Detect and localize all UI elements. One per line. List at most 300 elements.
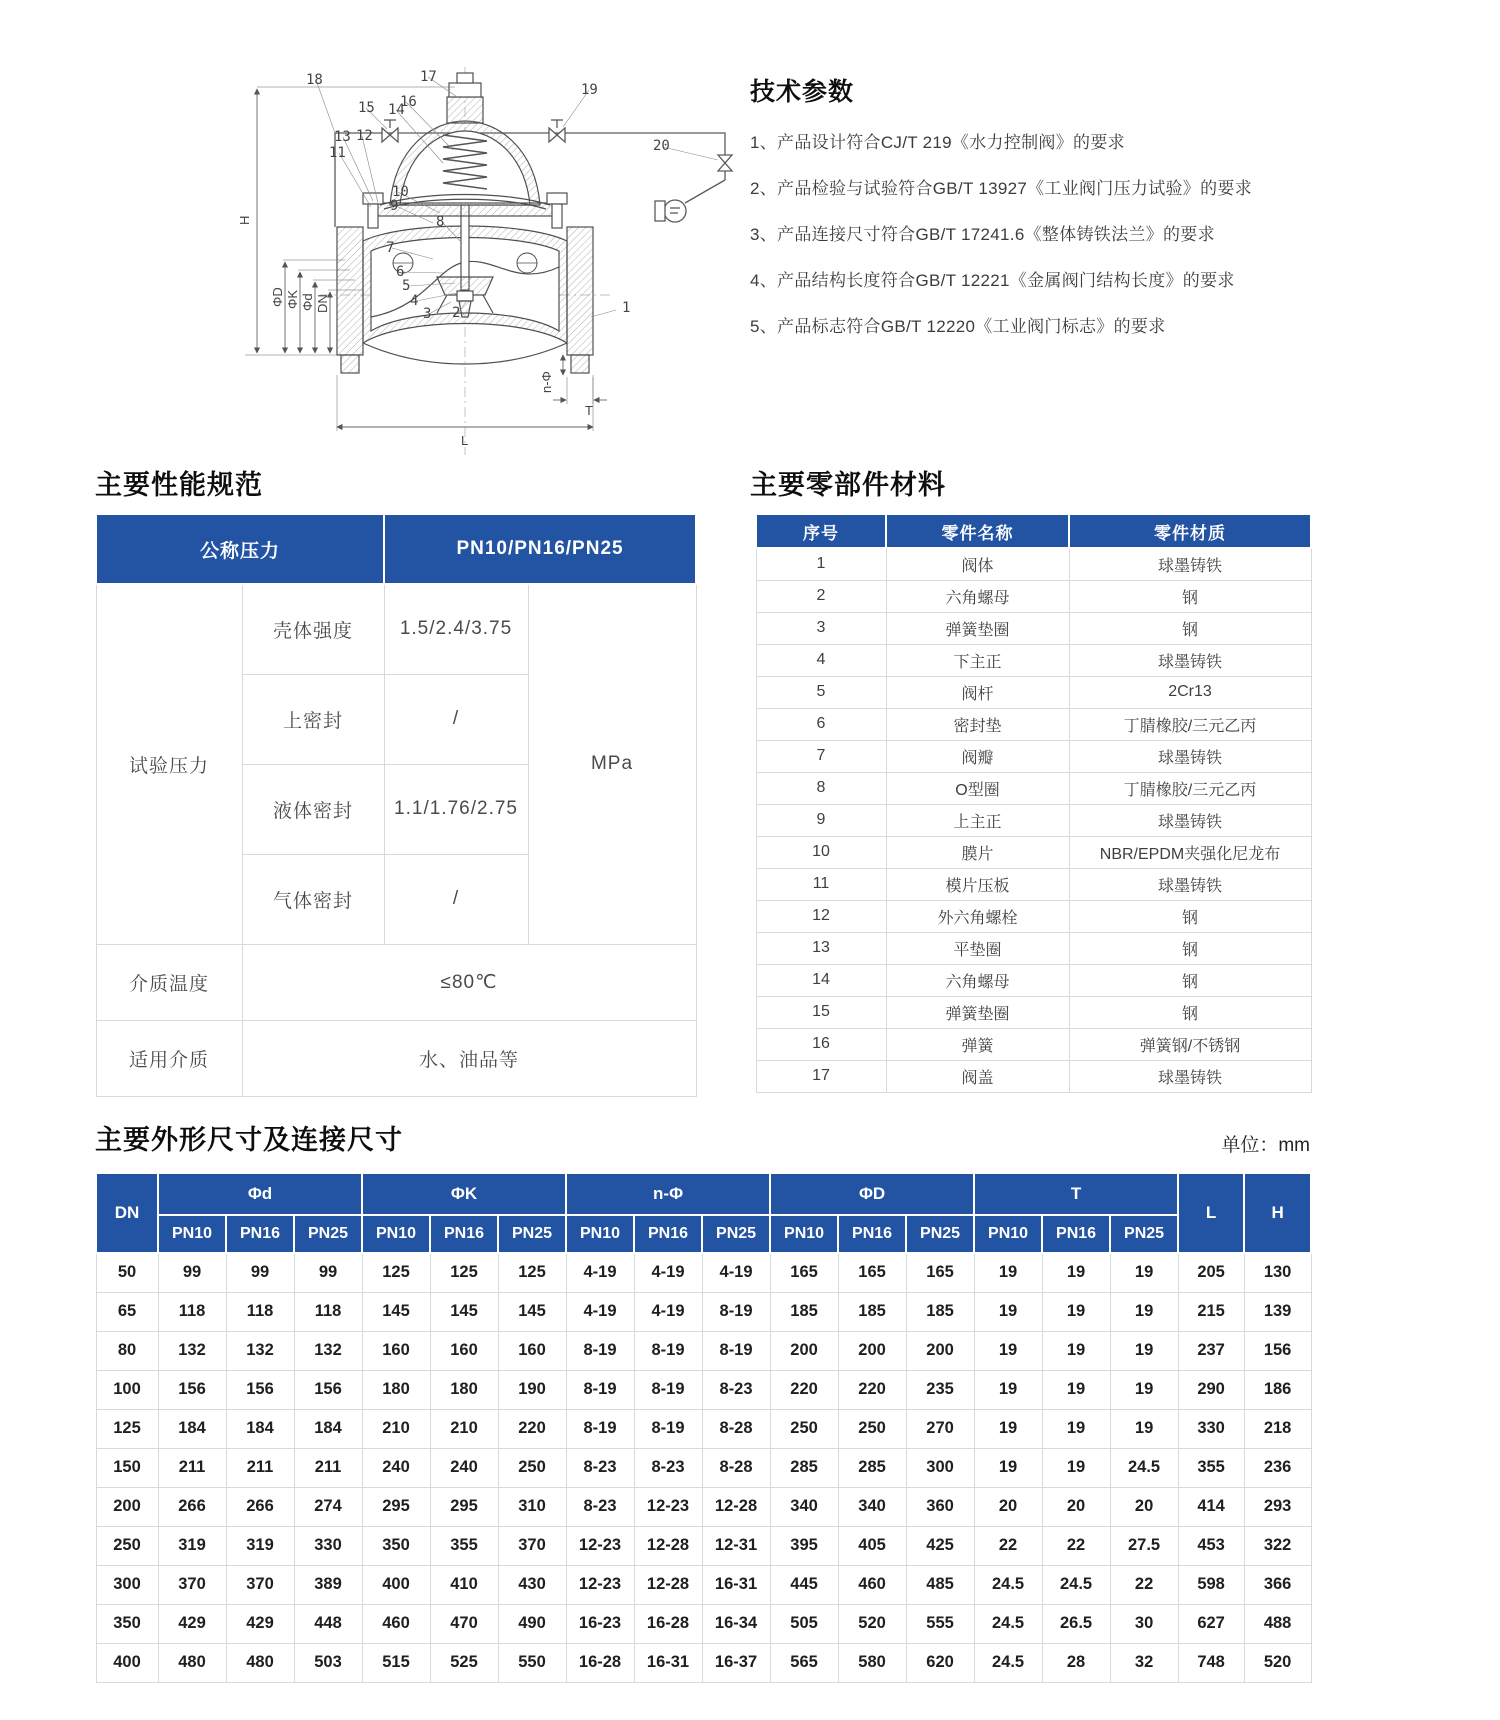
pn-rating-header: PN10/PN16/PN25: [384, 514, 696, 584]
part-material-cell: 钢: [1069, 612, 1311, 644]
dim-cell: 156: [226, 1370, 294, 1409]
part-number-cell: 4: [756, 644, 886, 676]
dim-cell: 185: [838, 1292, 906, 1331]
dim-cell: 8-19: [566, 1370, 634, 1409]
dimensions-table: [95, 1172, 1312, 1683]
dim-cell: 285: [838, 1448, 906, 1487]
tech-params-section: [750, 72, 1350, 358]
gas-seal-value: /: [384, 854, 528, 944]
dim-cell: 550: [498, 1643, 566, 1682]
tech-params-list: [750, 128, 1350, 337]
h-cell: 130: [1244, 1253, 1311, 1292]
dim-cell: 165: [770, 1253, 838, 1292]
part-number-cell: 5: [756, 676, 886, 708]
dimension-label-l: L: [461, 433, 469, 448]
part-name-cell: 外六角螺栓: [886, 900, 1069, 932]
materials-table: [755, 513, 1312, 1093]
dim-cell: 340: [838, 1487, 906, 1526]
materials-row: [756, 868, 1311, 900]
dim-cell: 240: [362, 1448, 430, 1487]
part-name-cell: 阀盖: [886, 1060, 1069, 1092]
unit-label: 单位：mm: [1221, 1135, 1310, 1156]
dim-cell: 220: [498, 1409, 566, 1448]
dim-cell: 4-19: [634, 1292, 702, 1331]
performance-title: 主要性能规范: [95, 470, 263, 500]
gas-seal-label: 气体密封: [242, 854, 384, 944]
dim-cell: 12-23: [566, 1565, 634, 1604]
l-cell: 748: [1178, 1643, 1244, 1682]
dim-cell: 520: [838, 1604, 906, 1643]
dim-cell: 340: [770, 1487, 838, 1526]
dim-cell: 118: [158, 1292, 226, 1331]
dim-cell: 125: [430, 1253, 498, 1292]
dim-cell: 24.5: [1110, 1448, 1178, 1487]
pn-subheader: PN16: [634, 1215, 702, 1253]
dim-cell: 370: [498, 1526, 566, 1565]
dim-cell: 24.5: [974, 1565, 1042, 1604]
diagram-callout-4: 4: [410, 293, 419, 309]
tech-param-item: 1、产品设计符合CJ/T 219《水力控制阀》的要求: [750, 133, 1125, 152]
dim-cell: 145: [498, 1292, 566, 1331]
pn-subheader: PN16: [1042, 1215, 1110, 1253]
col-header-l: L: [1178, 1173, 1244, 1253]
dim-cell: 460: [838, 1565, 906, 1604]
dim-cell: 99: [158, 1253, 226, 1292]
part-number-cell: 7: [756, 740, 886, 772]
dim-cell: 8-19: [634, 1331, 702, 1370]
col-header-h: H: [1244, 1173, 1311, 1253]
group-header-phik: ΦK: [362, 1173, 566, 1215]
valve-drawing: [185, 55, 745, 470]
pressure-unit: MPa: [528, 584, 696, 944]
part-material-cell: NBR/EPDM夹强化尼龙布: [1069, 836, 1311, 868]
part-number-cell: 3: [756, 612, 886, 644]
pn-subheader: PN10: [770, 1215, 838, 1253]
dim-cell: 355: [430, 1526, 498, 1565]
col-header-part-name: 零件名称: [886, 514, 1069, 548]
materials-title: 主要零部件材料: [750, 470, 946, 500]
part-name-cell: O型圈: [886, 772, 1069, 804]
dim-cell: 310: [498, 1487, 566, 1526]
l-cell: 237: [1178, 1331, 1244, 1370]
dim-cell: 220: [770, 1370, 838, 1409]
part-number-cell: 10: [756, 836, 886, 868]
dim-cell: 118: [294, 1292, 362, 1331]
dim-cell: 425: [906, 1526, 974, 1565]
dim-cell: 20: [1042, 1487, 1110, 1526]
tech-params-title: 技术参数: [750, 78, 855, 106]
dim-cell: 8-23: [702, 1370, 770, 1409]
materials-row: [756, 996, 1311, 1028]
dim-cell: 470: [430, 1604, 498, 1643]
dim-cell: 460: [362, 1604, 430, 1643]
part-number-cell: 14: [756, 964, 886, 996]
h-cell: 139: [1244, 1292, 1311, 1331]
part-name-cell: 模片压板: [886, 868, 1069, 900]
dim-cell: 16-31: [702, 1565, 770, 1604]
dimensions-row: [96, 1487, 1311, 1526]
dim-cell: 400: [362, 1565, 430, 1604]
materials-row: [756, 676, 1311, 708]
dim-cell: 19: [1042, 1331, 1110, 1370]
valve-diagram: [185, 55, 745, 470]
diagram-callout-10: 10: [392, 184, 409, 200]
part-material-cell: 钢: [1069, 580, 1311, 612]
diagram-callout-1: 1: [622, 300, 631, 316]
part-name-cell: 弹簧垫圈: [886, 996, 1069, 1028]
dim-cell: 184: [294, 1409, 362, 1448]
dim-cell: 266: [158, 1487, 226, 1526]
diagram-callout-14: 14: [388, 102, 405, 118]
applicable-medium-value: 水、油品等: [242, 1020, 696, 1096]
dn-cell: 50: [96, 1253, 158, 1292]
dim-cell: 16-28: [566, 1643, 634, 1682]
materials-row: [756, 612, 1311, 644]
dn-cell: 100: [96, 1370, 158, 1409]
materials-row: [756, 644, 1311, 676]
dim-cell: 485: [906, 1565, 974, 1604]
tech-param-item: 5、产品标志符合GB/T 12220《工业阀门标志》的要求: [750, 317, 1166, 336]
dim-cell: 19: [974, 1409, 1042, 1448]
dim-cell: 24.5: [1042, 1565, 1110, 1604]
dim-cell: 525: [430, 1643, 498, 1682]
materials-row: [756, 548, 1311, 580]
h-cell: 366: [1244, 1565, 1311, 1604]
pn-subheader: PN25: [906, 1215, 974, 1253]
dn-cell: 125: [96, 1409, 158, 1448]
dim-cell: 250: [770, 1409, 838, 1448]
dimension-label-dn: DN: [315, 294, 330, 313]
dimension-label-n_phi: n-Φ: [539, 371, 554, 393]
diagram-callout-12: 12: [356, 128, 373, 144]
part-name-cell: 平垫圈: [886, 932, 1069, 964]
dim-cell: 19: [1110, 1292, 1178, 1331]
dim-cell: 185: [906, 1292, 974, 1331]
dim-cell: 370: [226, 1565, 294, 1604]
part-number-cell: 16: [756, 1028, 886, 1060]
dim-cell: 250: [838, 1409, 906, 1448]
dim-cell: 160: [362, 1331, 430, 1370]
dim-cell: 503: [294, 1643, 362, 1682]
col-header-part-material: 零件材质: [1069, 514, 1311, 548]
performance-table: [95, 513, 697, 1097]
dim-cell: 8-28: [702, 1448, 770, 1487]
dimensions-row: [96, 1292, 1311, 1331]
dim-cell: 405: [838, 1526, 906, 1565]
group-header-t: T: [974, 1173, 1178, 1215]
liquid-seal-value: 1.1/1.76/2.75: [384, 764, 528, 854]
materials-row: [756, 1060, 1311, 1092]
applicable-medium-label: 适用介质: [96, 1020, 242, 1096]
group-header-nphi: n-Φ: [566, 1173, 770, 1215]
dim-cell: 300: [906, 1448, 974, 1487]
dn-cell: 200: [96, 1487, 158, 1526]
part-material-cell: 球墨铸铁: [1069, 740, 1311, 772]
materials-row: [756, 900, 1311, 932]
dim-cell: 211: [158, 1448, 226, 1487]
dim-cell: 30: [1110, 1604, 1178, 1643]
dim-cell: 19: [1110, 1409, 1178, 1448]
dim-cell: 20: [974, 1487, 1042, 1526]
dim-cell: 180: [430, 1370, 498, 1409]
dim-cell: 430: [498, 1565, 566, 1604]
dimensions-row: [96, 1409, 1311, 1448]
dim-cell: 185: [770, 1292, 838, 1331]
dim-cell: 28: [1042, 1643, 1110, 1682]
dim-cell: 19: [1110, 1253, 1178, 1292]
dim-cell: 160: [430, 1331, 498, 1370]
dim-cell: 12-23: [566, 1526, 634, 1565]
dimensions-row: [96, 1448, 1311, 1487]
dim-cell: 99: [294, 1253, 362, 1292]
dim-cell: 24.5: [974, 1643, 1042, 1682]
dn-cell: 65: [96, 1292, 158, 1331]
dim-cell: 16-37: [702, 1643, 770, 1682]
diagram-callout-18: 18: [306, 72, 323, 88]
part-name-cell: 弹簧: [886, 1028, 1069, 1060]
part-material-cell: 弹簧钢/不锈钢: [1069, 1028, 1311, 1060]
dim-cell: 184: [158, 1409, 226, 1448]
dn-cell: 350: [96, 1604, 158, 1643]
dim-cell: 20: [1110, 1487, 1178, 1526]
part-name-cell: 六角螺母: [886, 964, 1069, 996]
dimensions-row: [96, 1331, 1311, 1370]
pn-subheader: PN25: [498, 1215, 566, 1253]
dim-cell: 620: [906, 1643, 974, 1682]
dn-cell: 300: [96, 1565, 158, 1604]
dim-cell: 145: [362, 1292, 430, 1331]
diagram-callout-9: 9: [390, 198, 399, 214]
dim-cell: 8-19: [634, 1409, 702, 1448]
part-material-cell: 丁腈橡胶/三元乙丙: [1069, 772, 1311, 804]
pn-subheader: PN10: [974, 1215, 1042, 1253]
dim-cell: 448: [294, 1604, 362, 1643]
pn-subheader: PN10: [158, 1215, 226, 1253]
h-cell: 293: [1244, 1487, 1311, 1526]
materials-row: [756, 580, 1311, 612]
dim-cell: 4-19: [702, 1253, 770, 1292]
materials-row: [756, 772, 1311, 804]
dim-cell: 266: [226, 1487, 294, 1526]
dim-cell: 235: [906, 1370, 974, 1409]
materials-row: [756, 836, 1311, 868]
dim-cell: 250: [498, 1448, 566, 1487]
l-cell: 355: [1178, 1448, 1244, 1487]
dim-cell: 295: [430, 1487, 498, 1526]
h-cell: 236: [1244, 1448, 1311, 1487]
pn-subheader: PN16: [226, 1215, 294, 1253]
dim-cell: 580: [838, 1643, 906, 1682]
part-material-cell: 钢: [1069, 964, 1311, 996]
part-material-cell: 丁腈橡胶/三元乙丙: [1069, 708, 1311, 740]
dim-cell: 22: [974, 1526, 1042, 1565]
dim-cell: 211: [294, 1448, 362, 1487]
part-number-cell: 11: [756, 868, 886, 900]
dim-cell: 118: [226, 1292, 294, 1331]
part-material-cell: 球墨铸铁: [1069, 868, 1311, 900]
dim-cell: 19: [1042, 1292, 1110, 1331]
pn-subheader: PN25: [294, 1215, 362, 1253]
part-number-cell: 6: [756, 708, 886, 740]
dim-cell: 8-19: [634, 1370, 702, 1409]
part-name-cell: 上主正: [886, 804, 1069, 836]
dim-cell: 19: [1110, 1370, 1178, 1409]
dim-cell: 370: [158, 1565, 226, 1604]
dim-cell: 360: [906, 1487, 974, 1526]
dn-cell: 400: [96, 1643, 158, 1682]
dim-cell: 16-31: [634, 1643, 702, 1682]
dim-cell: 8-19: [566, 1409, 634, 1448]
dim-cell: 220: [838, 1370, 906, 1409]
dimensions-row: [96, 1370, 1311, 1409]
dim-cell: 160: [498, 1331, 566, 1370]
part-material-cell: 球墨铸铁: [1069, 548, 1311, 580]
dim-cell: 490: [498, 1604, 566, 1643]
pn-subheader: PN16: [430, 1215, 498, 1253]
dimension-label-phi_cap_d: ΦD: [270, 287, 285, 307]
diagram-callout-11: 11: [329, 145, 346, 161]
dn-cell: 250: [96, 1526, 158, 1565]
medium-temp-label: 介质温度: [96, 944, 242, 1020]
dim-cell: 429: [158, 1604, 226, 1643]
dim-cell: 32: [1110, 1643, 1178, 1682]
part-name-cell: 阀体: [886, 548, 1069, 580]
col-header-part-no: 序号: [756, 514, 886, 548]
dimensions-row: [96, 1643, 1311, 1682]
dim-cell: 295: [362, 1487, 430, 1526]
dim-cell: 8-23: [634, 1448, 702, 1487]
upper-seal-value: /: [384, 674, 528, 764]
dim-cell: 429: [226, 1604, 294, 1643]
diagram-callout-20: 20: [653, 138, 670, 154]
group-header-phid: Φd: [158, 1173, 362, 1215]
part-name-cell: 阀杆: [886, 676, 1069, 708]
part-material-cell: 钢: [1069, 900, 1311, 932]
l-cell: 414: [1178, 1487, 1244, 1526]
diagram-callout-5: 5: [402, 278, 411, 294]
dim-cell: 12-23: [634, 1487, 702, 1526]
part-material-cell: 2Cr13: [1069, 676, 1311, 708]
dim-cell: 26.5: [1042, 1604, 1110, 1643]
diagram-callout-15: 15: [358, 100, 375, 116]
dim-cell: 200: [838, 1331, 906, 1370]
part-number-cell: 8: [756, 772, 886, 804]
medium-temp-value: ≤80℃: [242, 944, 696, 1020]
part-number-cell: 1: [756, 548, 886, 580]
dim-cell: 4-19: [566, 1253, 634, 1292]
part-number-cell: 17: [756, 1060, 886, 1092]
dimensions-row: [96, 1253, 1311, 1292]
part-material-cell: 钢: [1069, 932, 1311, 964]
dim-cell: 132: [226, 1331, 294, 1370]
dim-cell: 156: [294, 1370, 362, 1409]
dim-cell: 515: [362, 1643, 430, 1682]
pn-subheader: PN16: [838, 1215, 906, 1253]
dim-cell: 210: [362, 1409, 430, 1448]
materials-row: [756, 804, 1311, 836]
materials-row: [756, 740, 1311, 772]
dim-cell: 19: [1042, 1253, 1110, 1292]
dim-cell: 180: [362, 1370, 430, 1409]
dim-cell: 8-28: [702, 1409, 770, 1448]
tech-param-item: 3、产品连接尺寸符合GB/T 17241.6《整体铸铁法兰》的要求: [750, 225, 1215, 244]
test-pressure-label: 试验压力: [96, 584, 242, 944]
dim-cell: 132: [294, 1331, 362, 1370]
materials-row: [756, 708, 1311, 740]
h-cell: 520: [1244, 1643, 1311, 1682]
diagram-callout-6: 6: [396, 264, 405, 280]
l-cell: 453: [1178, 1526, 1244, 1565]
dim-cell: 132: [158, 1331, 226, 1370]
dim-cell: 12-28: [702, 1487, 770, 1526]
dim-cell: 8-23: [566, 1487, 634, 1526]
dim-cell: 184: [226, 1409, 294, 1448]
dim-cell: 125: [498, 1253, 566, 1292]
dimensions-title: 主要外形尺寸及连接尺寸: [95, 1125, 403, 1155]
dim-cell: 190: [498, 1370, 566, 1409]
dim-cell: 99: [226, 1253, 294, 1292]
l-cell: 330: [1178, 1409, 1244, 1448]
dim-cell: 165: [906, 1253, 974, 1292]
l-cell: 215: [1178, 1292, 1244, 1331]
l-cell: 205: [1178, 1253, 1244, 1292]
dim-cell: 200: [906, 1331, 974, 1370]
dim-cell: 565: [770, 1643, 838, 1682]
part-name-cell: 下主正: [886, 644, 1069, 676]
diagram-callout-2: 2: [452, 305, 461, 321]
dim-cell: 19: [1042, 1370, 1110, 1409]
dim-cell: 156: [158, 1370, 226, 1409]
h-cell: 322: [1244, 1526, 1311, 1565]
dim-cell: 22: [1110, 1565, 1178, 1604]
dim-cell: 389: [294, 1565, 362, 1604]
dim-cell: 19: [974, 1331, 1042, 1370]
dimensions-row: [96, 1565, 1311, 1604]
dim-cell: 8-19: [566, 1331, 634, 1370]
dim-cell: 4-19: [566, 1292, 634, 1331]
dim-cell: 24.5: [974, 1604, 1042, 1643]
dim-cell: 19: [974, 1253, 1042, 1292]
tech-param-item: 2、产品检验与试验符合GB/T 13927《工业阀门压力试验》的要求: [750, 179, 1253, 198]
dim-cell: 19: [974, 1370, 1042, 1409]
dim-cell: 319: [158, 1526, 226, 1565]
diagram-callout-16: 16: [400, 94, 417, 110]
h-cell: 488: [1244, 1604, 1311, 1643]
dim-cell: 12-31: [702, 1526, 770, 1565]
dim-cell: 27.5: [1110, 1526, 1178, 1565]
dim-cell: 270: [906, 1409, 974, 1448]
h-cell: 156: [1244, 1331, 1311, 1370]
pn-subheader: PN10: [362, 1215, 430, 1253]
dim-cell: 22: [1042, 1526, 1110, 1565]
dim-cell: 445: [770, 1565, 838, 1604]
dimensions-row: [96, 1604, 1311, 1643]
col-header-dn: DN: [96, 1173, 158, 1253]
l-cell: 598: [1178, 1565, 1244, 1604]
dim-cell: 555: [906, 1604, 974, 1643]
diagram-callout-19: 19: [581, 82, 598, 98]
diagram-callout-8: 8: [436, 214, 445, 230]
part-material-cell: 球墨铸铁: [1069, 804, 1311, 836]
dim-cell: 19: [1110, 1331, 1178, 1370]
liquid-seal-label: 液体密封: [242, 764, 384, 854]
part-name-cell: 弹簧垫圈: [886, 612, 1069, 644]
dimension-label-phi_k: ΦK: [285, 289, 300, 309]
dim-cell: 395: [770, 1526, 838, 1565]
part-name-cell: 膜片: [886, 836, 1069, 868]
group-header-phiD: ΦD: [770, 1173, 974, 1215]
part-material-cell: 球墨铸铁: [1069, 1060, 1311, 1092]
